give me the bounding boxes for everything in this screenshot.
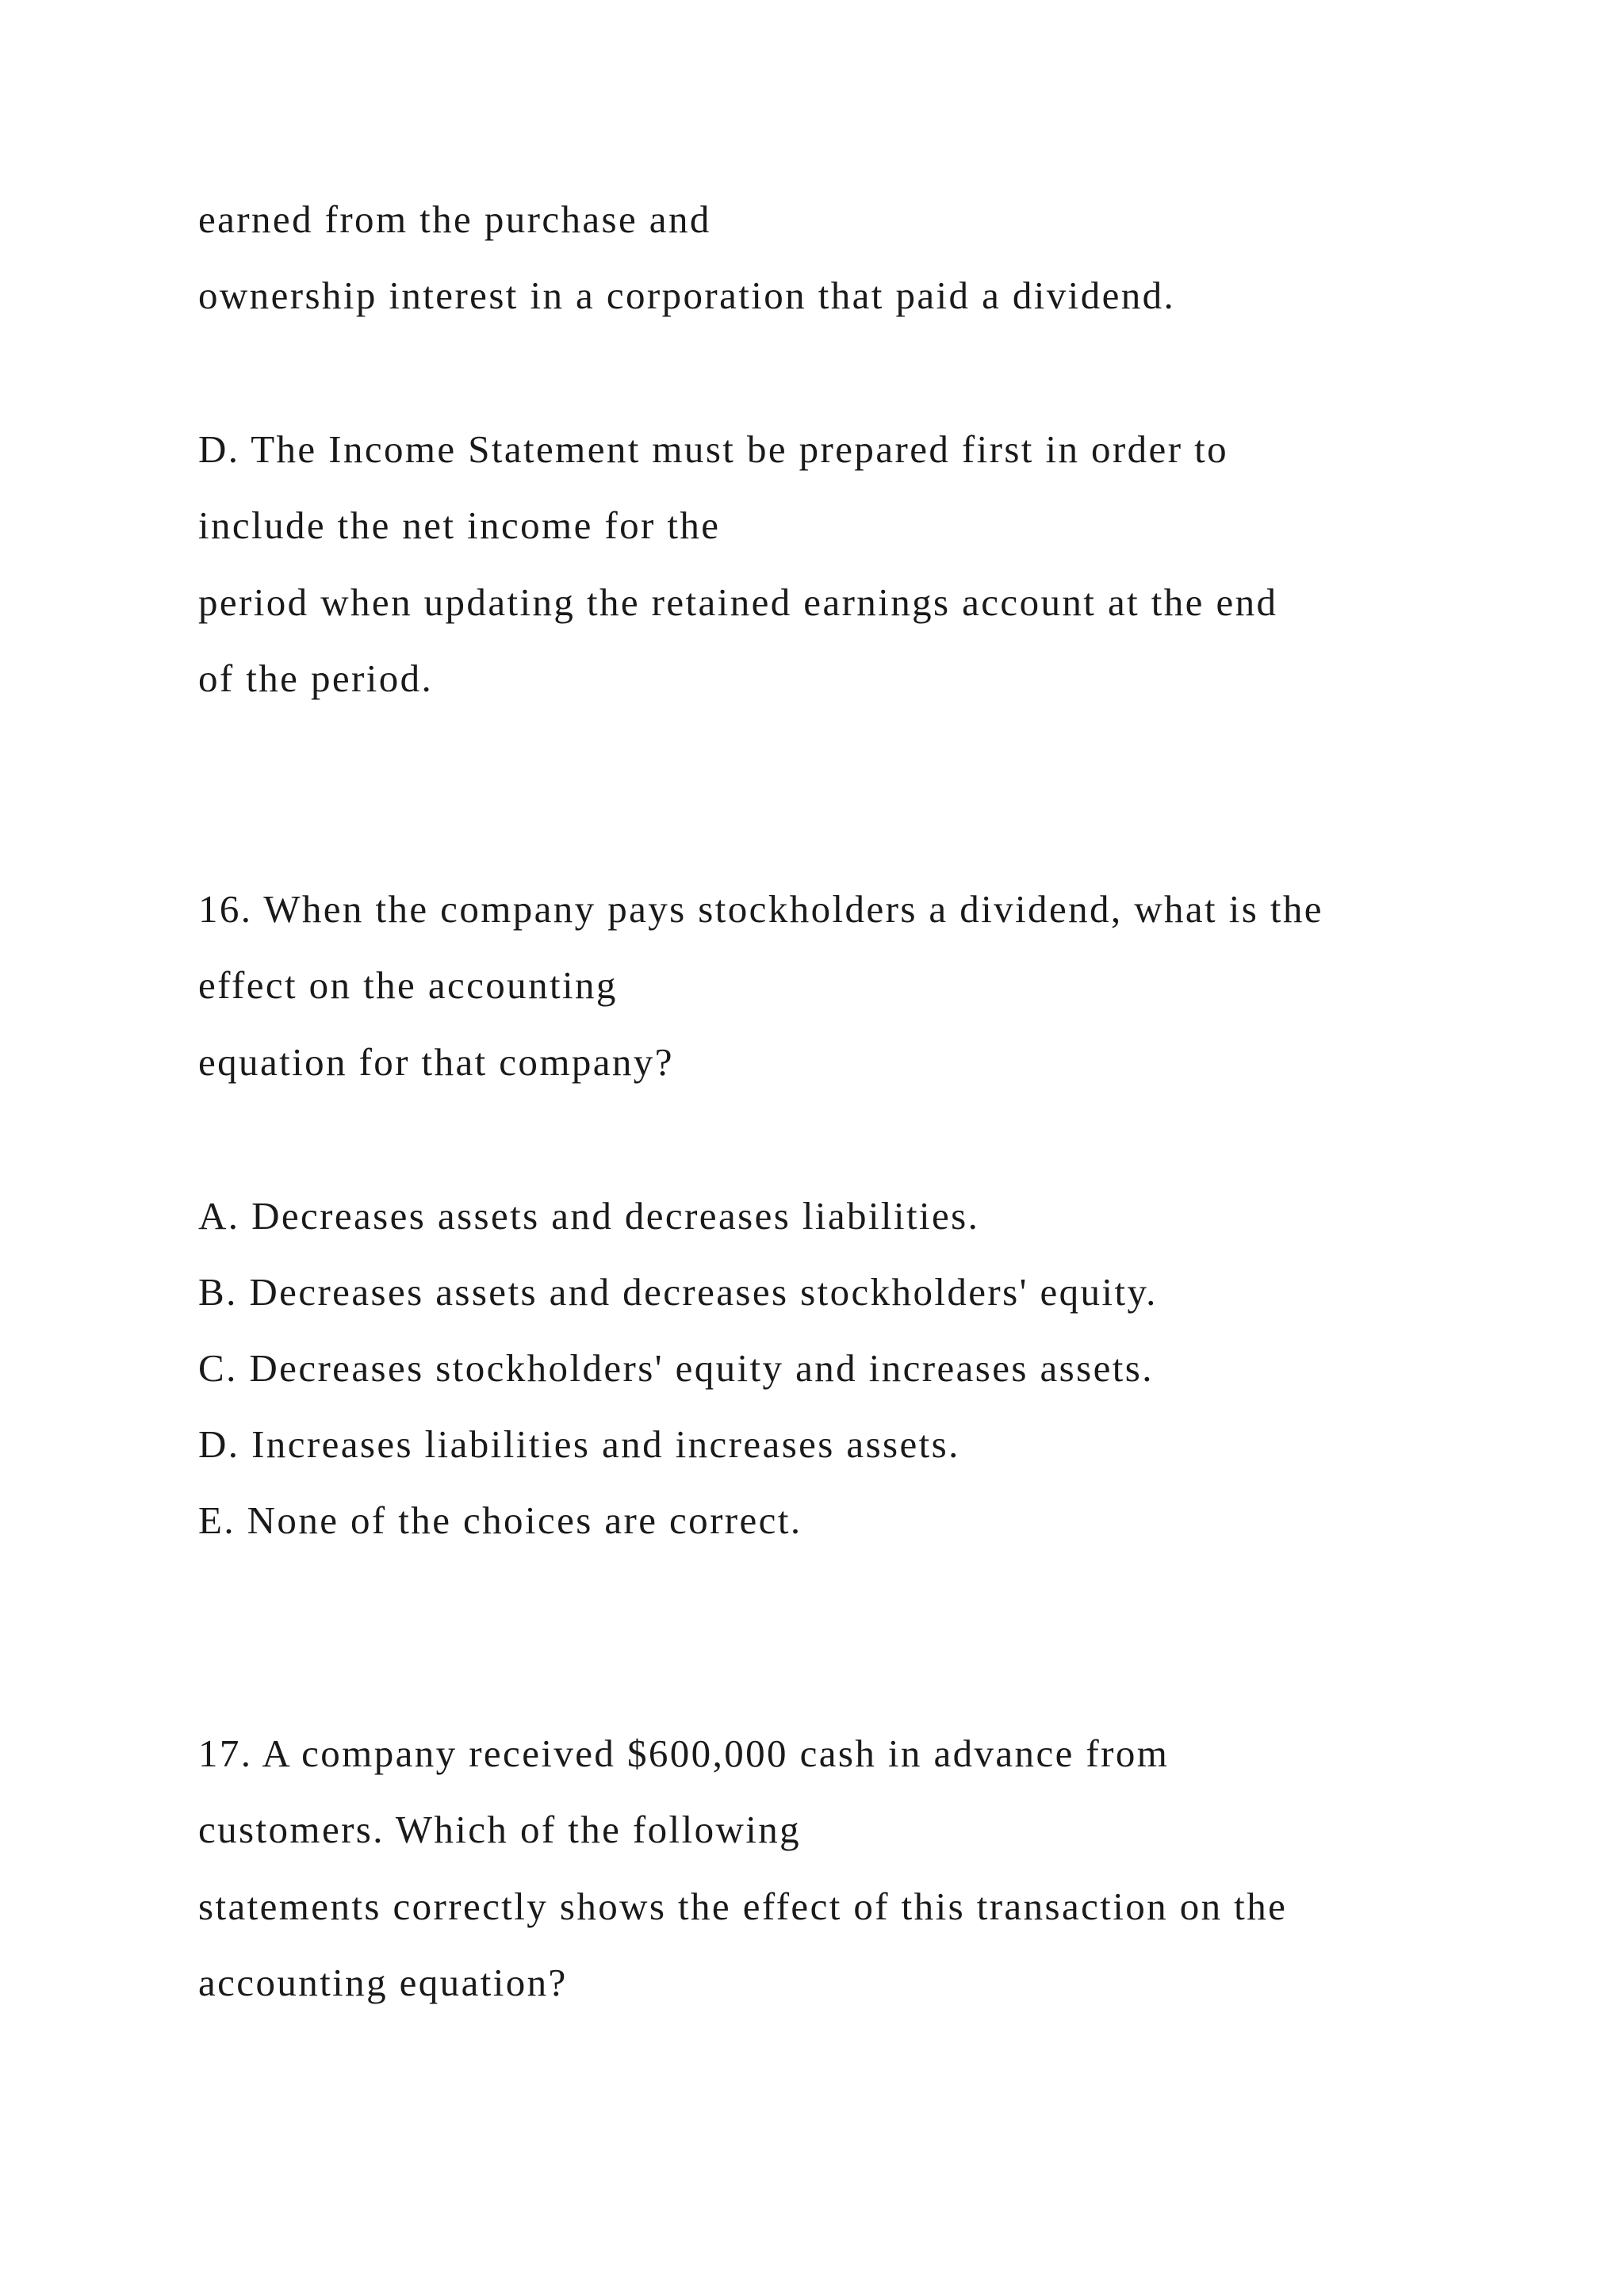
text-line: earned from the purchase and bbox=[198, 197, 711, 241]
text-line: accounting equation? bbox=[198, 1961, 568, 2004]
text-line: effect on the accounting bbox=[198, 963, 618, 1007]
text-line: of the period. bbox=[198, 656, 434, 700]
text-line: include the net income for the bbox=[198, 503, 721, 547]
text-line: period when updating the retained earnings account at the end bbox=[198, 580, 1278, 624]
option-d-text: D. The Income Statement must be prepared first in order to bbox=[198, 427, 1228, 471]
question-17-text: 17. A company received $600,000 cash in advance from bbox=[198, 1732, 1170, 1775]
answer-option-c: C. Decreases stockholders' equity and increases assets. bbox=[198, 1346, 1154, 1390]
answer-option-b: B. Decreases assets and decreases stockholders' equity. bbox=[198, 1270, 1158, 1314]
question-16-text: 16. When the company pays stockholders a dividend, what is the bbox=[198, 887, 1323, 931]
text-line: ownership interest in a corporation that paid a dividend. bbox=[198, 274, 1176, 317]
answer-option-a: A. Decreases assets and decreases liabilities. bbox=[198, 1194, 980, 1238]
answer-option-d: D. Increases liabilities and increases assets. bbox=[198, 1422, 960, 1466]
text-line: statements correctly shows the effect of this transaction on the bbox=[198, 1885, 1288, 1928]
text-line: equation for that company? bbox=[198, 1040, 674, 1084]
answer-option-e: E. None of the choices are correct. bbox=[198, 1498, 802, 1542]
text-line: customers. Which of the following bbox=[198, 1808, 802, 1851]
